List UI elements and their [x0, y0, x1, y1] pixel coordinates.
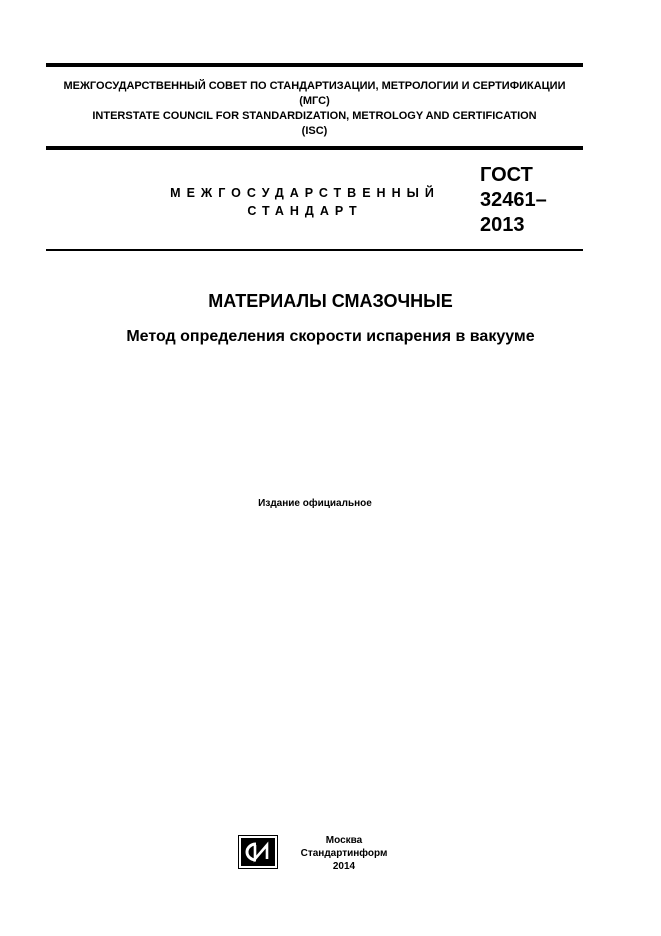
top-rule — [46, 63, 583, 67]
council-abbr-en: (ISC) — [301, 125, 328, 137]
middle-rule — [46, 146, 583, 150]
council-abbr-ru: (МГС) — [299, 95, 330, 107]
council-name-ru: МЕЖГОСУДАРСТВЕННЫЙ СОВЕТ ПО СТАНДАРТИЗАЦИИ, МЕТРОЛОГИИ И СЕРТИФИКАЦИИ — [63, 80, 566, 92]
standard-code-line3: 2013 — [480, 214, 525, 236]
document-title: МАТЕРИАЛЫ СМАЗОЧНЫЕ — [208, 291, 453, 311]
lower-rule — [46, 249, 583, 251]
publisher-year: 2014 — [332, 861, 356, 872]
standartinform-logo-icon — [238, 835, 278, 869]
publisher-info — [292, 834, 396, 873]
edition-note: Издание официальное — [258, 498, 372, 509]
standard-type-line1: МЕЖГОСУДАРСТВЕННЫЙ — [170, 186, 440, 200]
standard-type-line2: СТАНДАРТ — [247, 204, 363, 218]
council-header — [46, 79, 583, 139]
standard-code-line1: ГОСТ — [480, 164, 533, 186]
standard-code — [480, 163, 547, 238]
document-subtitle: Метод определения скорости испарения в вакууме — [126, 328, 535, 345]
publisher-name: Стандартинформ — [300, 848, 388, 859]
publisher-city: Москва — [325, 835, 363, 846]
standard-type-label — [150, 184, 460, 220]
council-name-en: INTERSTATE COUNCIL FOR STANDARDIZATION, METROLOGY AND CERTIFICATION — [92, 110, 537, 122]
standard-code-line2: 32461– — [480, 189, 547, 211]
